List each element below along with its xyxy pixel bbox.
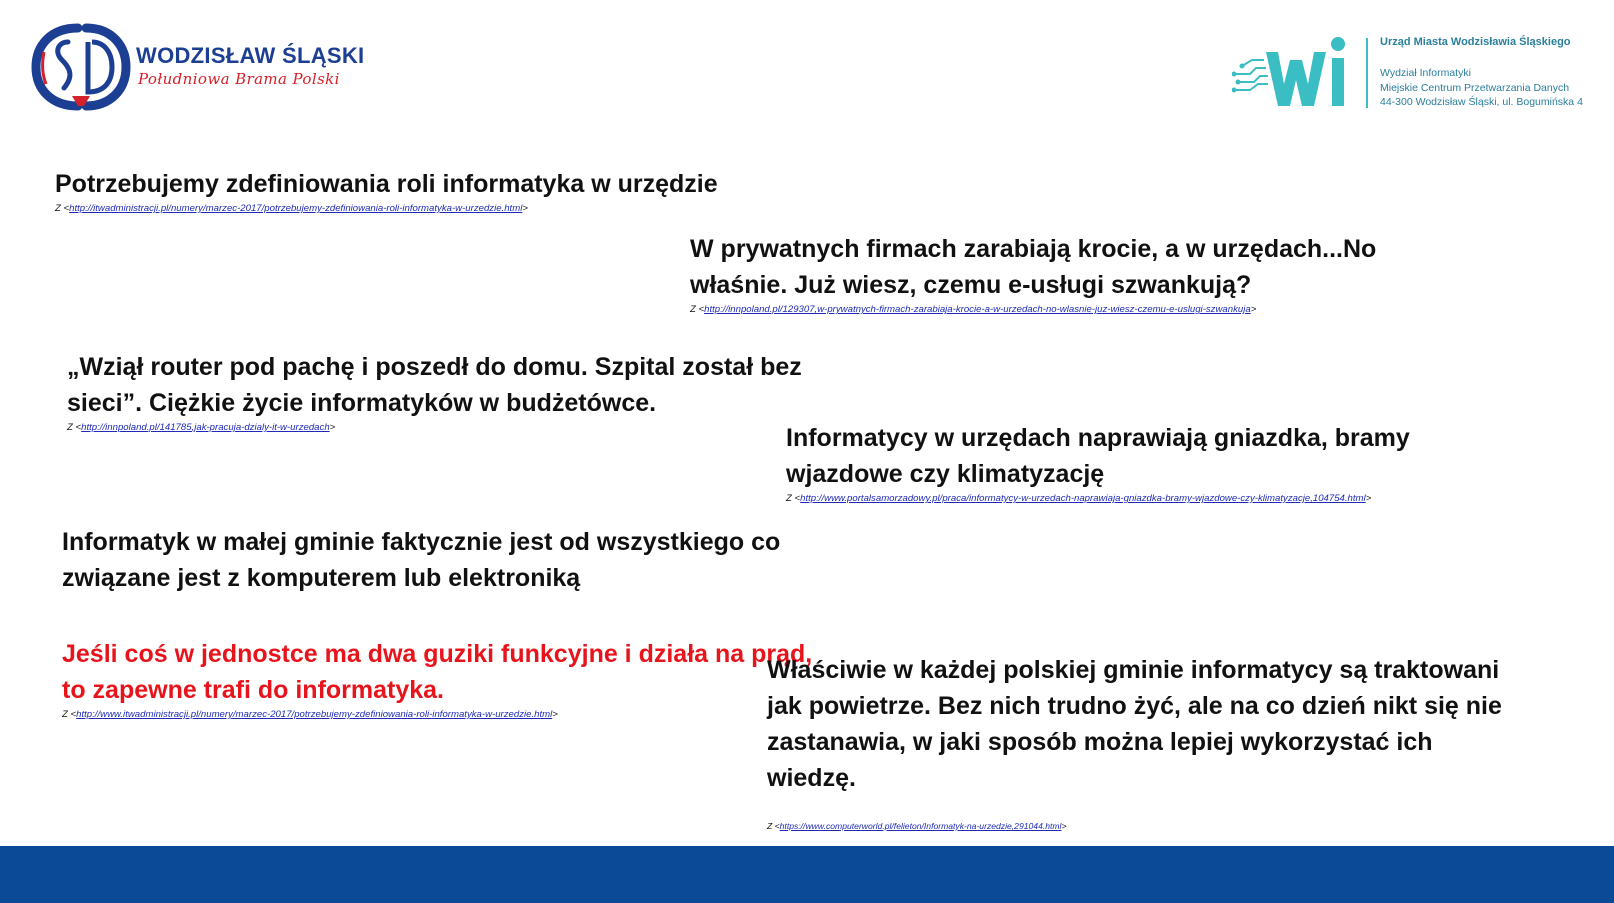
spacer — [62, 596, 812, 636]
quote-line: związane jest z komputerem lub elektroniką — [62, 564, 581, 592]
quote-source: Z <https://www.computerworld.pl/felieton/Informatyk-na-urzedzie,291044.html> — [767, 821, 1067, 831]
highlight-line: to zapewne trafi do informatyka. — [62, 676, 445, 704]
spacer — [767, 796, 1502, 820]
quote-line: Informatyk w małej gminie faktycznie jest od wszystkiego co — [62, 528, 781, 556]
quote-private-firms — [690, 231, 1376, 316]
quote-line: zastanawia, w jaki sposób można lepiej wykorzystać ich — [767, 728, 1433, 756]
quote-source: Z <http://innpoland.pl/141785,jak-pracuja-dzialy-it-w-urzedach> — [67, 422, 336, 433]
quote-line: wjazdowe czy klimatyzację — [786, 460, 1105, 488]
quote-line: jak powietrze. Bez nich trudno żyć, ale na co dzień nikt się nie — [767, 692, 1502, 720]
quote-source: Z <http://www.portalsamorzadowy.pl/praca/informatycy-w-urzedach-naprawiaja-gniazdka-bramy-wjazdowe-czy-klimatyzacje,104754.html> — [786, 493, 1372, 504]
quote-line: wiedzę. — [767, 764, 856, 792]
quote-source: Z <http://www.itwadministracji.pl/numery/marzec-2017/potrzebujemy-zdefiniowania-roli-informatyka-w-urzedzie.html> — [62, 709, 558, 720]
office-line: Wydział Informatyki — [1380, 67, 1471, 79]
highlight-line: Jeśli coś w jednostce ma dwa guziki funkcyjne i działa na prąd, — [62, 640, 813, 668]
quote-sockets-gates — [786, 420, 1410, 505]
source-link[interactable]: http://itwadministracji.pl/numery/marzec-2017/potrzebujemy-zdefiniowania-roli-informatyka-w-urzedzie.html — [69, 203, 523, 214]
quote-router — [67, 349, 802, 434]
office-logo — [1232, 30, 1602, 120]
source-link[interactable]: http://www.portalsamorzadowy.pl/praca/informatycy-w-urzedach-naprawiaja-gniazdka-bramy-wjazdowe-czy-klimatyzacje,104754.html — [800, 493, 1366, 504]
city-logo — [28, 22, 365, 114]
city-crest-icon — [28, 22, 134, 112]
wi-circuit-logo-icon — [1232, 30, 1362, 116]
source-link[interactable]: https://www.computerworld.pl/felieton/Informatyk-na-urzedzie,291044.html — [779, 821, 1062, 831]
quote-line: Właściwie w każdej polskiej gminie informatycy są traktowani — [767, 656, 1500, 684]
office-line: Miejskie Centrum Przetwarzania Danych — [1380, 81, 1570, 94]
city-name: WODZISŁAW ŚLĄSKI — [136, 43, 365, 68]
quote-line: sieci”. Ciężkie życie informatyków w budżetówce. — [67, 389, 657, 417]
quote-small-commune — [62, 524, 812, 721]
quote-source: Z <http://itwadministracji.pl/numery/marzec-2017/potrzebujemy-zdefiniowania-roli-informatyka-w-urzedzie.html> — [55, 203, 528, 214]
footer-bar — [0, 846, 1614, 903]
office-line: 44-300 Wodzisław Śląski, ul. Bogumińska 4 — [1380, 96, 1583, 108]
office-name: Urząd Miasta Wodzisławia Śląskiego — [1380, 36, 1571, 48]
city-tagline: Południowa Brama Polski — [138, 70, 340, 88]
quote-line: Informatycy w urzędach naprawiają gniazdka, bramy — [786, 424, 1410, 452]
source-link[interactable]: http://www.itwadministracji.pl/numery/marzec-2017/potrzebujemy-zdefiniowania-roli-informatyka-w-urzedzie.html — [76, 709, 553, 720]
quote-like-air — [767, 652, 1502, 833]
quote-line: „Wziął router pod pachę i poszedł do domu. Szpital został bez — [67, 353, 802, 381]
quote-source: Z <http://innpoland.pl/129307,w-prywatnych-firmach-zarabiaja-krocie-a-w-urzedach-no-wlasnie-juz-wiesz-czemu-e-uslugi-szwankuja> — [690, 304, 1257, 315]
logo-divider — [1366, 38, 1368, 108]
quote-line: właśnie. Już wiesz, czemu e-usługi szwankują? — [690, 271, 1252, 299]
quote-line: W prywatnych firmach zarabiają krocie, a w urzędach...No — [690, 235, 1377, 263]
quote-line: Potrzebujemy zdefiniowania roli informatyka w urzędzie — [55, 170, 718, 198]
office-address — [1380, 66, 1583, 110]
source-link[interactable]: http://innpoland.pl/141785,jak-pracuja-dzialy-it-w-urzedach — [81, 422, 330, 433]
source-link[interactable]: http://innpoland.pl/129307,w-prywatnych-firmach-zarabiaja-krocie-a-w-urzedach-no-wlasnie-juz-wiesz-czemu-e-uslugi-szwankuja — [704, 304, 1251, 315]
quote-role-definition — [55, 166, 718, 215]
